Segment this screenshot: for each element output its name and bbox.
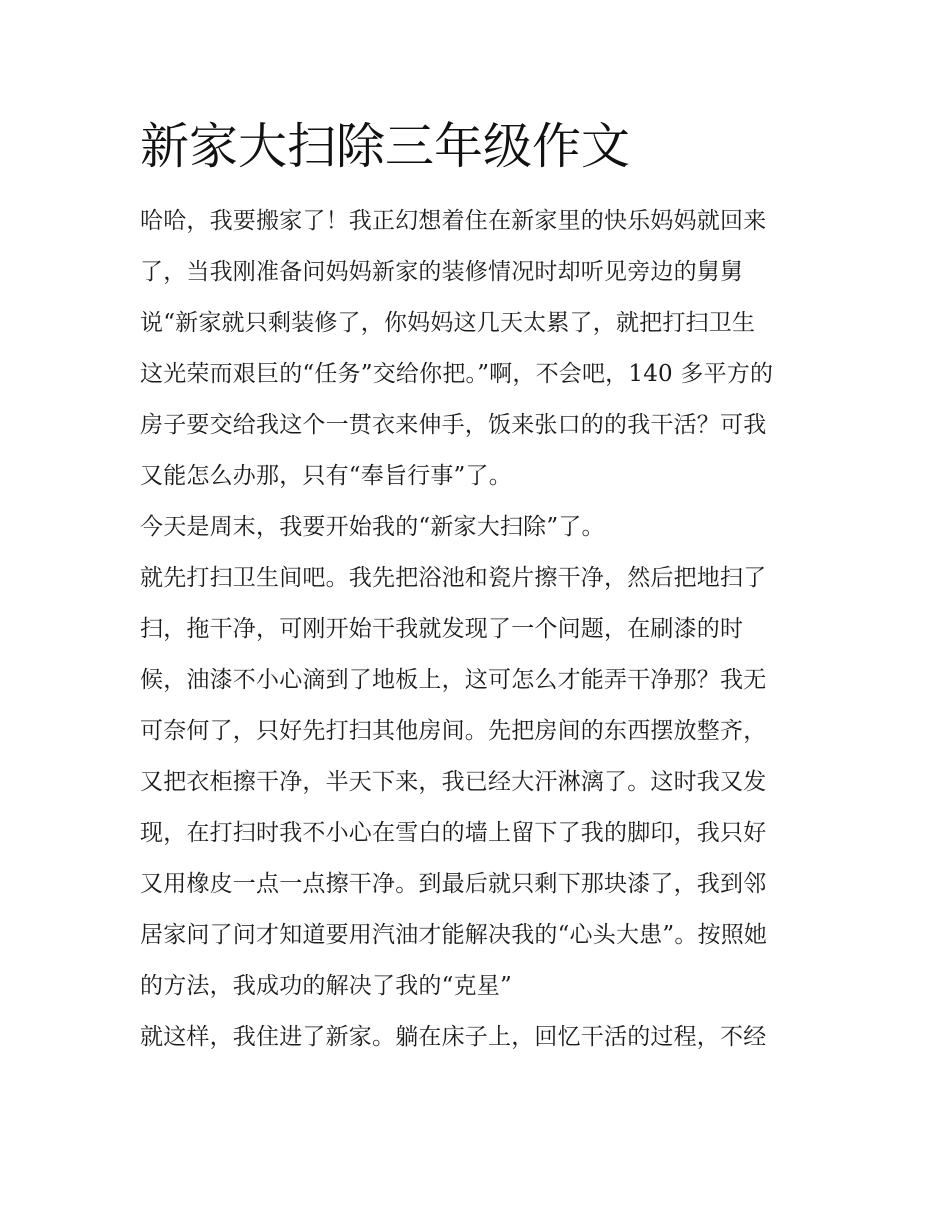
text-line: 就这样，我住进了新家。躺在床子上，回忆干活的过程，不经: [140, 1024, 767, 1050]
text-line: 可奈何了，只好先打扫其他房间。先把房间的东西摆放整齐，: [140, 718, 767, 744]
paragraph-3: [140, 553, 820, 1012]
text-line: 现，在打扫时我不小心在雪白的墙上留下了我的脚印，我只好: [140, 820, 767, 846]
paragraph-1: [140, 196, 820, 502]
text-line: 房子要交给我这个一贯衣来伸手，饭来张口的的我干活？可我: [140, 412, 767, 438]
text-line: 说“新家就只剩装修了，你妈妈这几天太累了，就把打扫卫生: [140, 310, 756, 336]
text-line: 今天是周末，我要开始我的“新家大扫除”了。: [140, 514, 605, 540]
text-line: 又把衣柜擦干净，半天下来，我已经大汗淋漓了。这时我又发: [140, 769, 767, 795]
paragraph-4: [140, 1012, 820, 1063]
text-line: 候，油漆不小心滴到了地板上，这可怎么才能弄干净那？我无: [140, 667, 767, 693]
text-line: 又能怎么办那，只有“奉旨行事”了。: [140, 463, 512, 489]
text-line: 居家问了问才知道要用汽油才能解决我的“心头大患”。按照她: [140, 922, 768, 948]
document-body: [140, 196, 820, 1063]
document-title: 新家大扫除三年级作文: [140, 118, 631, 175]
text-line: 又用橡皮一点一点擦干净。到最后就只剩下那块漆了，我到邻: [140, 871, 767, 897]
text-line: 这光荣而艰巨的“任务”交给你把。”啊，不会吧，140 多平方的: [140, 361, 774, 387]
text-line: 就先打扫卫生间吧。我先把浴池和瓷片擦干净，然后把地扫了: [140, 565, 767, 591]
paragraph-2: [140, 502, 820, 553]
text-line: 扫，拖干净，可刚开始干我就发现了一个问题，在刷漆的时: [140, 616, 744, 642]
text-line: 了，当我刚准备问妈妈新家的装修情况时却听见旁边的舅舅: [140, 259, 744, 285]
text-line: 的方法，我成功的解决了我的“克星”: [140, 973, 512, 999]
text-line: 哈哈，我要搬家了！我正幻想着住在新家里的快乐妈妈就回来: [140, 208, 767, 234]
